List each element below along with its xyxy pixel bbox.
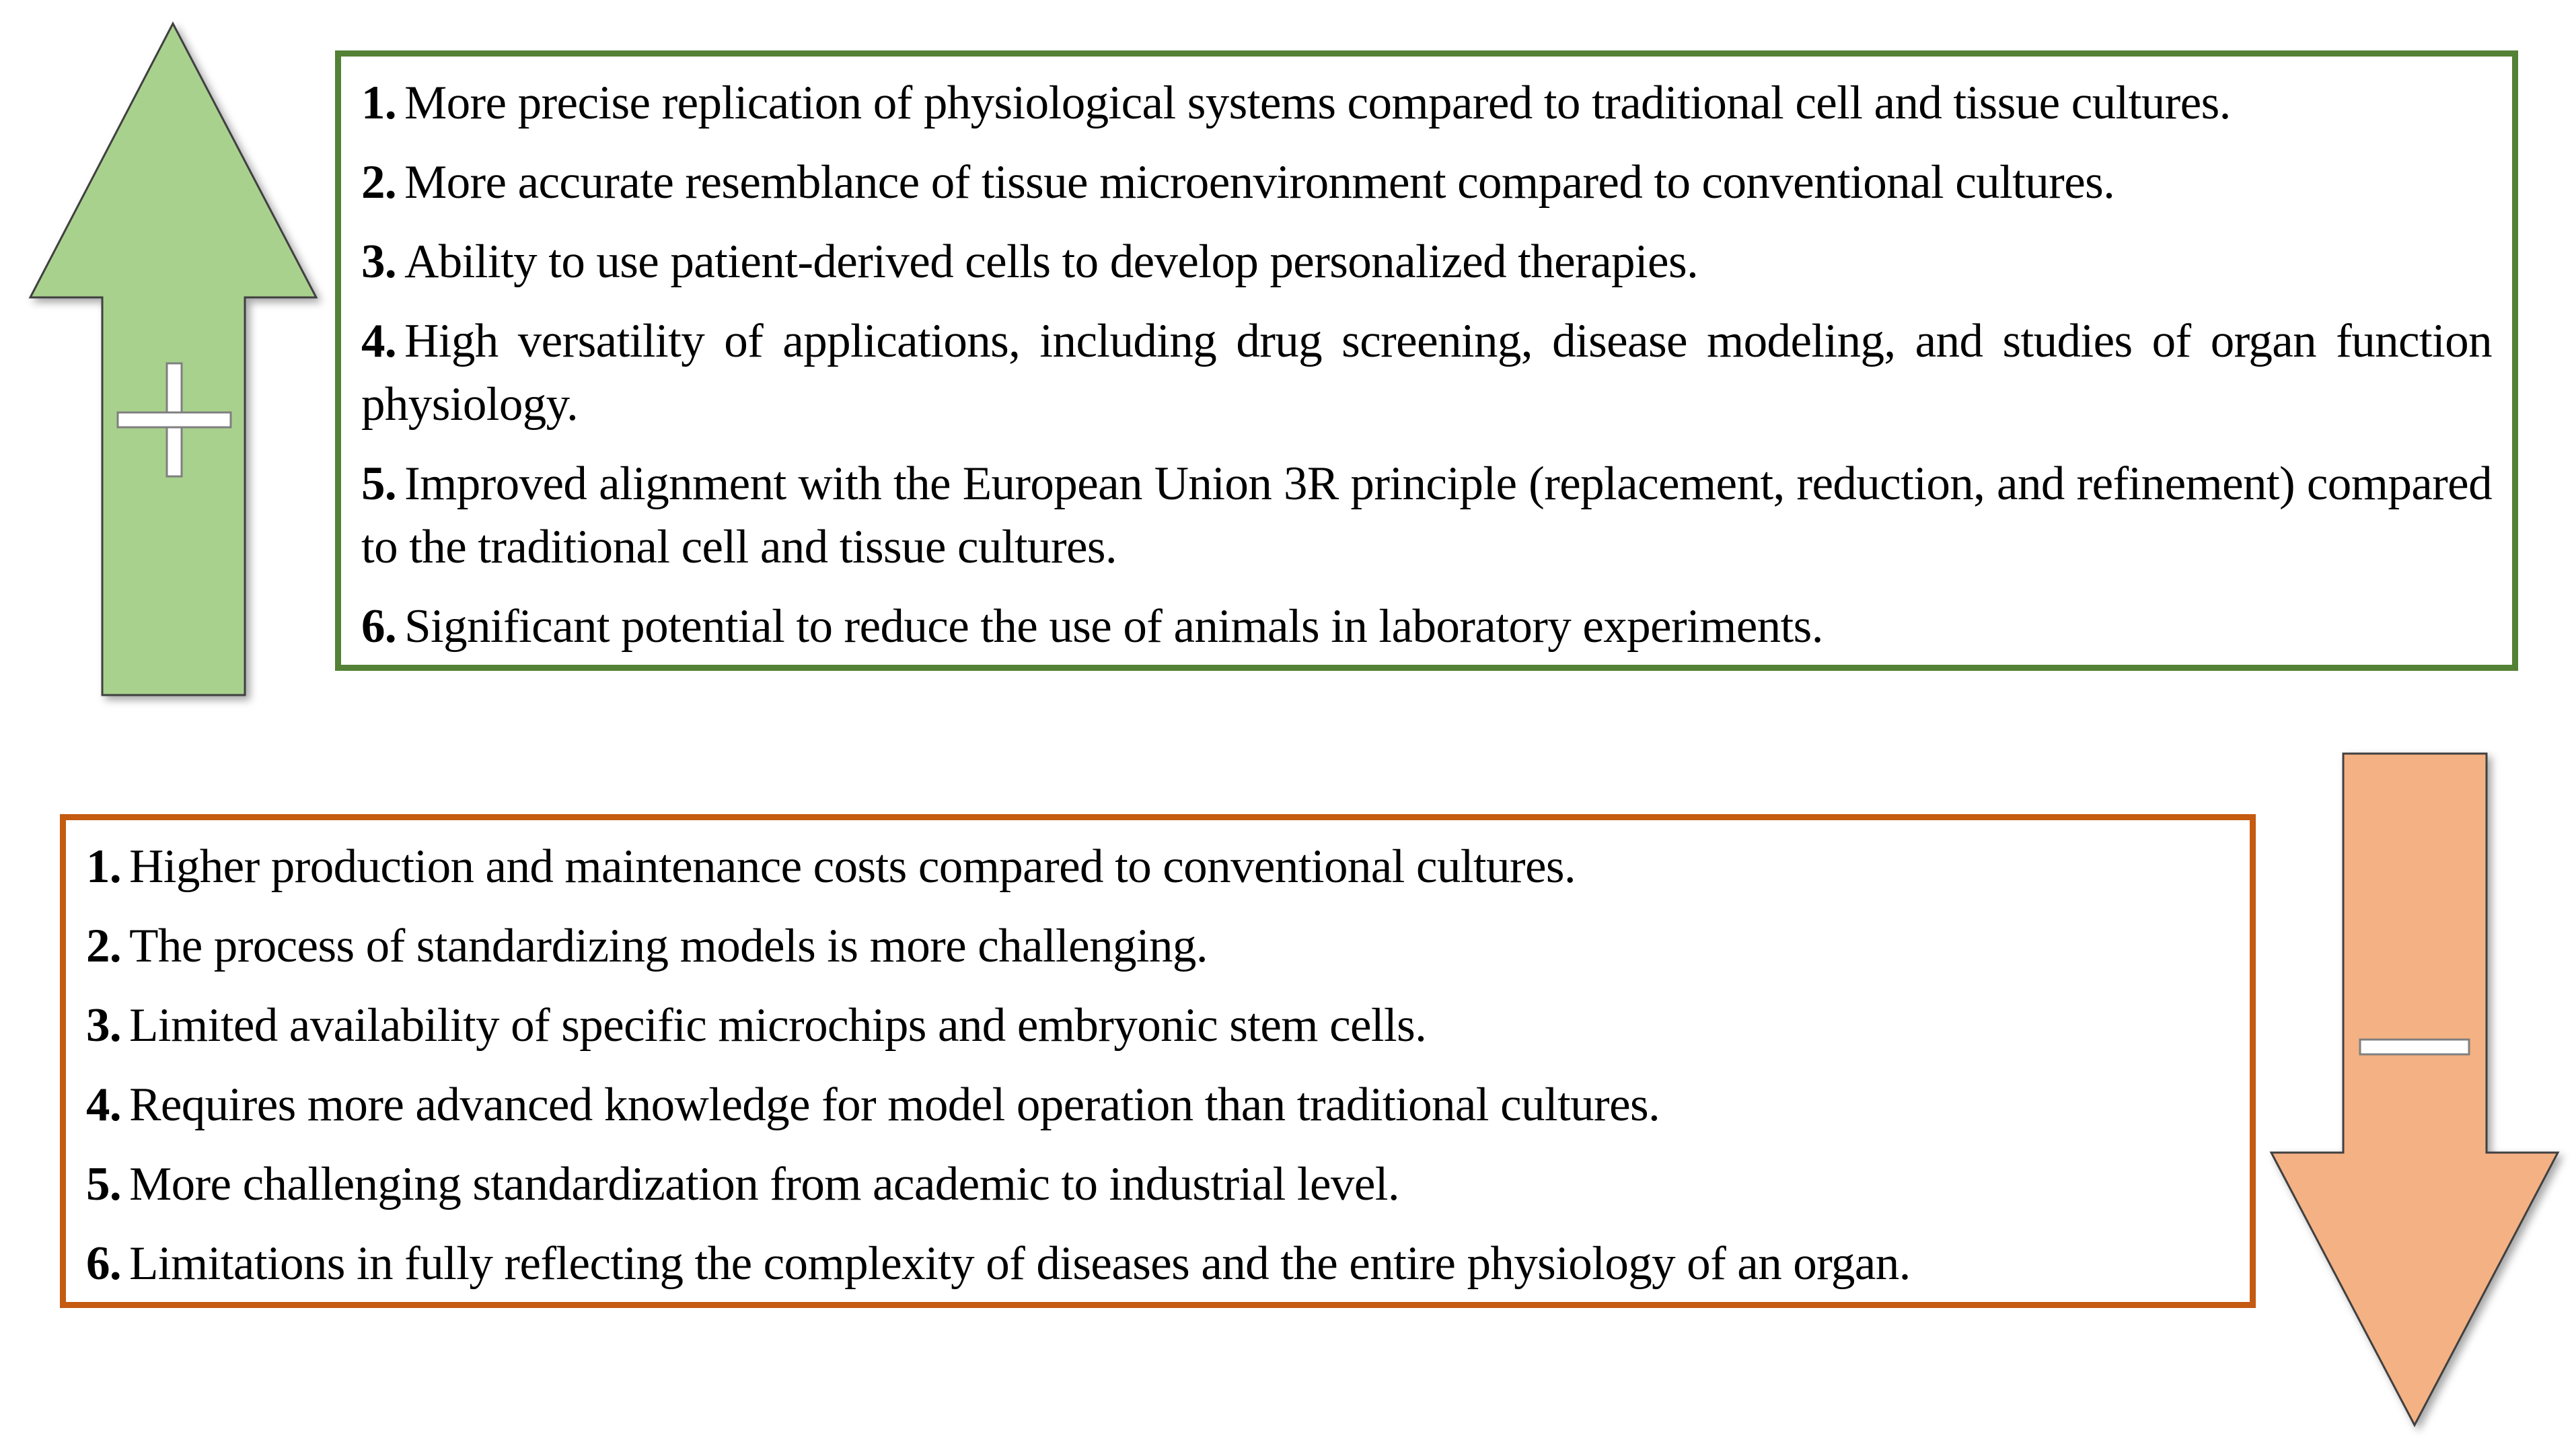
item-text: Ability to use patient-derived cells to develop personalized therapies.: [404, 235, 1699, 288]
item-number: 2.: [86, 920, 122, 972]
disadvantage-item: [86, 994, 2230, 1057]
item-number: 3.: [361, 235, 397, 288]
item-number: 2.: [361, 156, 397, 209]
item-number: 1.: [86, 840, 122, 893]
item-text: Improved alignment with the European Union 3R principle (replacement, reduction, and refinement) compared to the traditional cell and tissue cultures.: [361, 458, 2492, 573]
minus-icon: [2360, 1040, 2469, 1054]
item-number: 4.: [86, 1079, 122, 1131]
item-text: High versatility of applications, including drug screening, disease modeling, and studies of organ function physiology.: [361, 315, 2492, 431]
advantages-box: [335, 50, 2518, 671]
advantage-item: [361, 595, 2492, 658]
disadvantage-item: [86, 835, 2230, 898]
advantage-item: [361, 230, 2492, 293]
disadvantage-item: [86, 914, 2230, 978]
item-text: The process of standardizing models is more challenging.: [129, 920, 1208, 972]
item-number: 6.: [361, 600, 397, 653]
advantage-item: [361, 71, 2492, 135]
item-text: More precise replication of physiological systems compared to traditional cell and tissue cultures.: [404, 77, 2231, 129]
advantage-item: [361, 310, 2492, 436]
item-text: Requires more advanced knowledge for model operation than traditional cultures.: [129, 1079, 1660, 1131]
item-number: 5.: [86, 1158, 122, 1210]
disadvantage-item: [86, 1232, 2230, 1295]
item-number: 6.: [86, 1237, 122, 1290]
advantage-item: [361, 452, 2492, 579]
item-text: Limitations in fully reflecting the complexity of diseases and the entire physiology of an organ.: [129, 1237, 1911, 1290]
item-text: More challenging standardization from academic to industrial level.: [129, 1158, 1400, 1210]
item-text: Higher production and maintenance costs compared to conventional cultures.: [129, 840, 1576, 893]
item-number: 3.: [86, 999, 122, 1052]
up-arrow-icon: [30, 24, 316, 695]
item-number: 1.: [361, 77, 397, 129]
down-arrow-icon: [2271, 754, 2558, 1425]
advantage-item: [361, 151, 2492, 214]
disadvantage-item: [86, 1073, 2230, 1136]
item-number: 4.: [361, 315, 397, 367]
item-text: More accurate resemblance of tissue microenvironment compared to conventional cultures.: [404, 156, 2115, 209]
disadvantage-item: [86, 1153, 2230, 1216]
item-number: 5.: [361, 458, 397, 510]
item-text: Limited availability of specific microchips and embryonic stem cells.: [129, 999, 1427, 1052]
disadvantages-box: [60, 814, 2256, 1308]
item-text: Significant potential to reduce the use of animals in laboratory experiments.: [404, 600, 1823, 653]
